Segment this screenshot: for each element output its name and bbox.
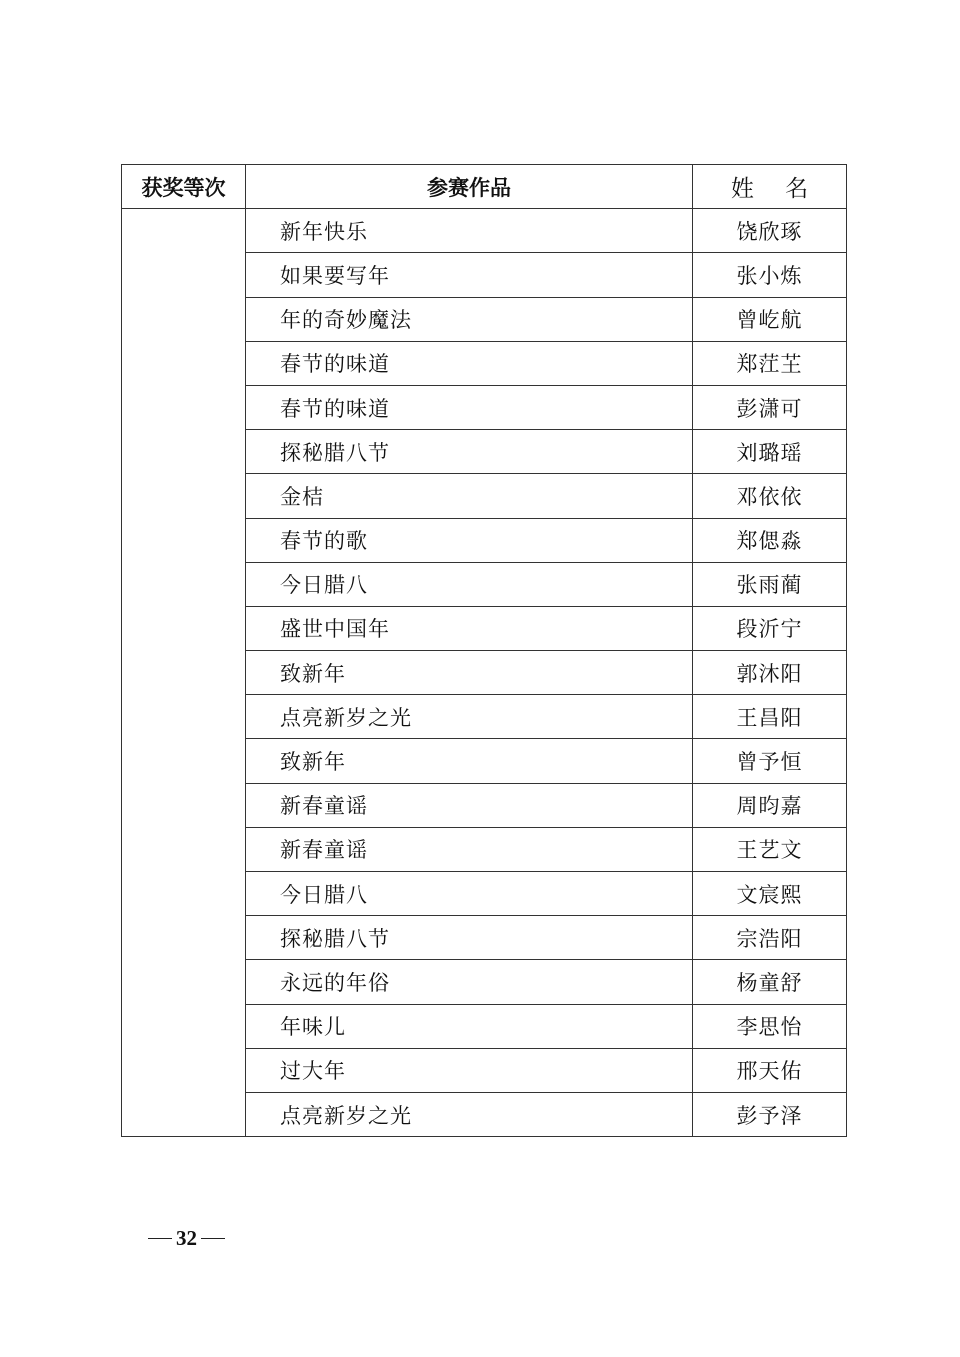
work-cell: 盛世中国年: [246, 606, 693, 650]
header-work: 参赛作品: [246, 165, 693, 209]
work-cell: 点亮新岁之光: [246, 695, 693, 739]
name-cell: 王艺文: [693, 827, 847, 871]
name-cell: 文宸熙: [693, 872, 847, 916]
work-cell: 致新年: [246, 651, 693, 695]
work-cell: 春节的味道: [246, 341, 693, 385]
award-table: [121, 164, 847, 1137]
name-cell: 郑偲淼: [693, 518, 847, 562]
name-cell: 郭沐阳: [693, 651, 847, 695]
name-cell: 彭予泽: [693, 1092, 847, 1136]
table-header-row: [122, 165, 847, 209]
page-dash-left: [148, 1238, 172, 1240]
name-cell: 曾予恒: [693, 739, 847, 783]
name-cell: 郑茳芏: [693, 341, 847, 385]
work-cell: 春节的歌: [246, 518, 693, 562]
table-body: [122, 209, 847, 1137]
name-cell: 李思怡: [693, 1004, 847, 1048]
work-cell: 探秘腊八节: [246, 430, 693, 474]
work-cell: 新春童谣: [246, 827, 693, 871]
name-cell: 周昀嘉: [693, 783, 847, 827]
name-cell: 杨童舒: [693, 960, 847, 1004]
work-cell: 探秘腊八节: [246, 916, 693, 960]
name-cell: 王昌阳: [693, 695, 847, 739]
work-cell: 点亮新岁之光: [246, 1092, 693, 1136]
work-cell: 今日腊八: [246, 872, 693, 916]
work-cell: 永远的年俗: [246, 960, 693, 1004]
work-cell: 新年快乐: [246, 209, 693, 253]
name-cell: 邢天佑: [693, 1048, 847, 1092]
name-cell: 刘璐瑶: [693, 430, 847, 474]
page-number-text: 32: [176, 1226, 197, 1250]
work-cell: 致新年: [246, 739, 693, 783]
rank-cell: [122, 209, 246, 1137]
work-cell: 年的奇妙魔法: [246, 297, 693, 341]
work-cell: 过大年: [246, 1048, 693, 1092]
name-cell: 张雨蔺: [693, 562, 847, 606]
name-cell: 邓依依: [693, 474, 847, 518]
name-cell: 张小炼: [693, 253, 847, 297]
work-cell: 新春童谣: [246, 783, 693, 827]
page-dash-right: [201, 1238, 225, 1240]
work-cell: 年味儿: [246, 1004, 693, 1048]
header-name: 姓 名: [693, 165, 847, 209]
name-cell: 彭潇可: [693, 385, 847, 429]
name-cell: 段沂宁: [693, 606, 847, 650]
header-rank: 获奖等次: [122, 165, 246, 209]
page-number: [148, 1226, 225, 1251]
table-row: [122, 209, 847, 253]
name-cell: 宗浩阳: [693, 916, 847, 960]
work-cell: 如果要写年: [246, 253, 693, 297]
work-cell: 金桔: [246, 474, 693, 518]
work-cell: 今日腊八: [246, 562, 693, 606]
name-cell: 曾屹航: [693, 297, 847, 341]
name-cell: 饶欣琢: [693, 209, 847, 253]
work-cell: 春节的味道: [246, 385, 693, 429]
